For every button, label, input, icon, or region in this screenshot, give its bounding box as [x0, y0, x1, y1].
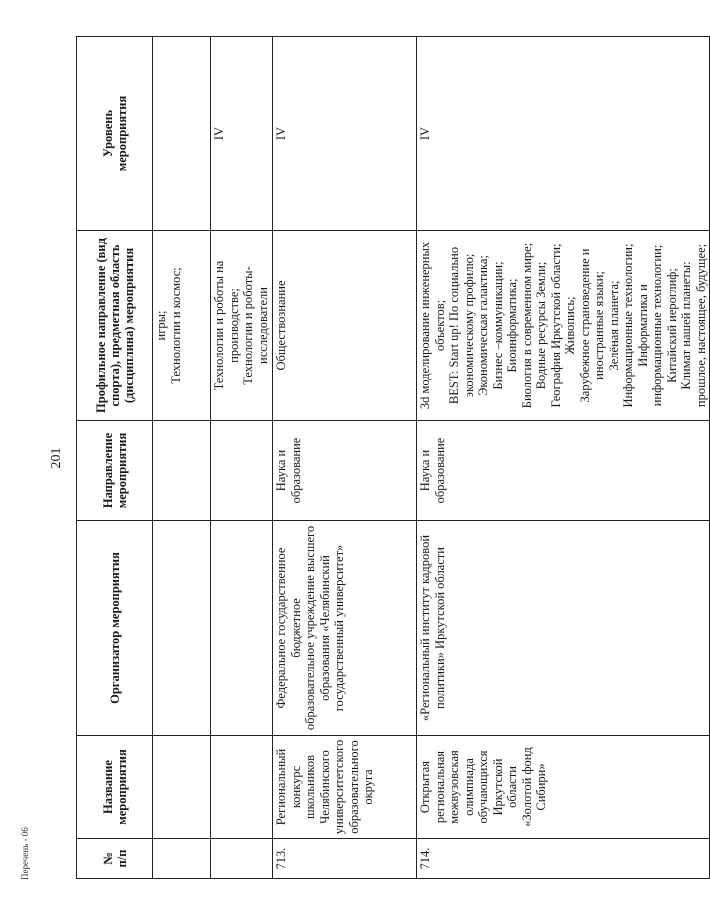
cell-num	[211, 839, 273, 879]
header-profile: Профильное направление (вид спорта), предметная область (дисциплина) мероприятия	[77, 231, 153, 421]
header-organizer: Организатор мероприятия	[77, 521, 153, 736]
cell-name	[153, 736, 211, 839]
table-row	[153, 37, 211, 879]
cell-direction: Наука и образование	[417, 421, 710, 521]
cell-profile: игры; Технологии и космос;	[153, 231, 211, 421]
cell-profile: Обществознание	[273, 231, 417, 421]
header-name: Название мероприятия	[77, 736, 153, 839]
cell-profile: Технологии и роботы на производстве; Технологии и роботы- исследователи	[211, 231, 273, 421]
cell-num: 713.	[273, 839, 417, 879]
footer-note: Перечень - 06	[20, 827, 30, 880]
page-number: 201	[49, 447, 64, 469]
table-row	[211, 37, 273, 879]
cell-level: IV	[417, 37, 710, 231]
rotated-table-container	[76, 37, 708, 879]
cell-organizer	[211, 521, 273, 736]
cell-name: Региональный конкурс школьников Челябинского университетского образовательного округа	[273, 736, 417, 839]
cell-organizer: Федеральное государственное бюджетное образовательное учреждение высшего образования «Челябинский государственный университет»	[273, 521, 417, 736]
cell-profile: 3d моделирование инженерных объектов; BEST: Start up! По социально экономическому профилю; Экономическая галактика; Бизнес –коммуникации; Биоинформатика; Биология в современном мире; Водные ресурсы Земли; География Иркутской области; Живопись; Зарубежное страноведение и иностранные языки; Зелёная планета; Информационные технологии; Информатика и информационные технологии; Китайский иероглиф; Климат нашей планеты: прошлое, настоящее, будущее;	[417, 231, 710, 421]
cell-organizer: «Региональный институт кадровой политики» Иркутской области	[417, 521, 710, 736]
cell-direction: Наука и образование	[273, 421, 417, 521]
cell-direction	[153, 421, 211, 521]
header-row	[77, 37, 153, 879]
table-row	[273, 37, 417, 879]
cell-name: Открытая региональная межвузовская олимпиада обучающихся Иркутской области «Золотой фонд Сибири»	[417, 736, 710, 839]
cell-organizer	[153, 521, 211, 736]
cell-level	[153, 37, 211, 231]
cell-name	[211, 736, 273, 839]
header-direction: Направление мероприятия	[77, 421, 153, 521]
cell-level: IV	[211, 37, 273, 231]
cell-direction	[211, 421, 273, 521]
events-table	[76, 36, 710, 879]
header-num: № п/п	[77, 839, 153, 879]
table-row	[417, 37, 710, 879]
cell-num: 714.	[417, 839, 710, 879]
cell-num	[153, 839, 211, 879]
header-level: Уровень мероприятия	[77, 37, 153, 231]
cell-level: IV	[273, 37, 417, 231]
